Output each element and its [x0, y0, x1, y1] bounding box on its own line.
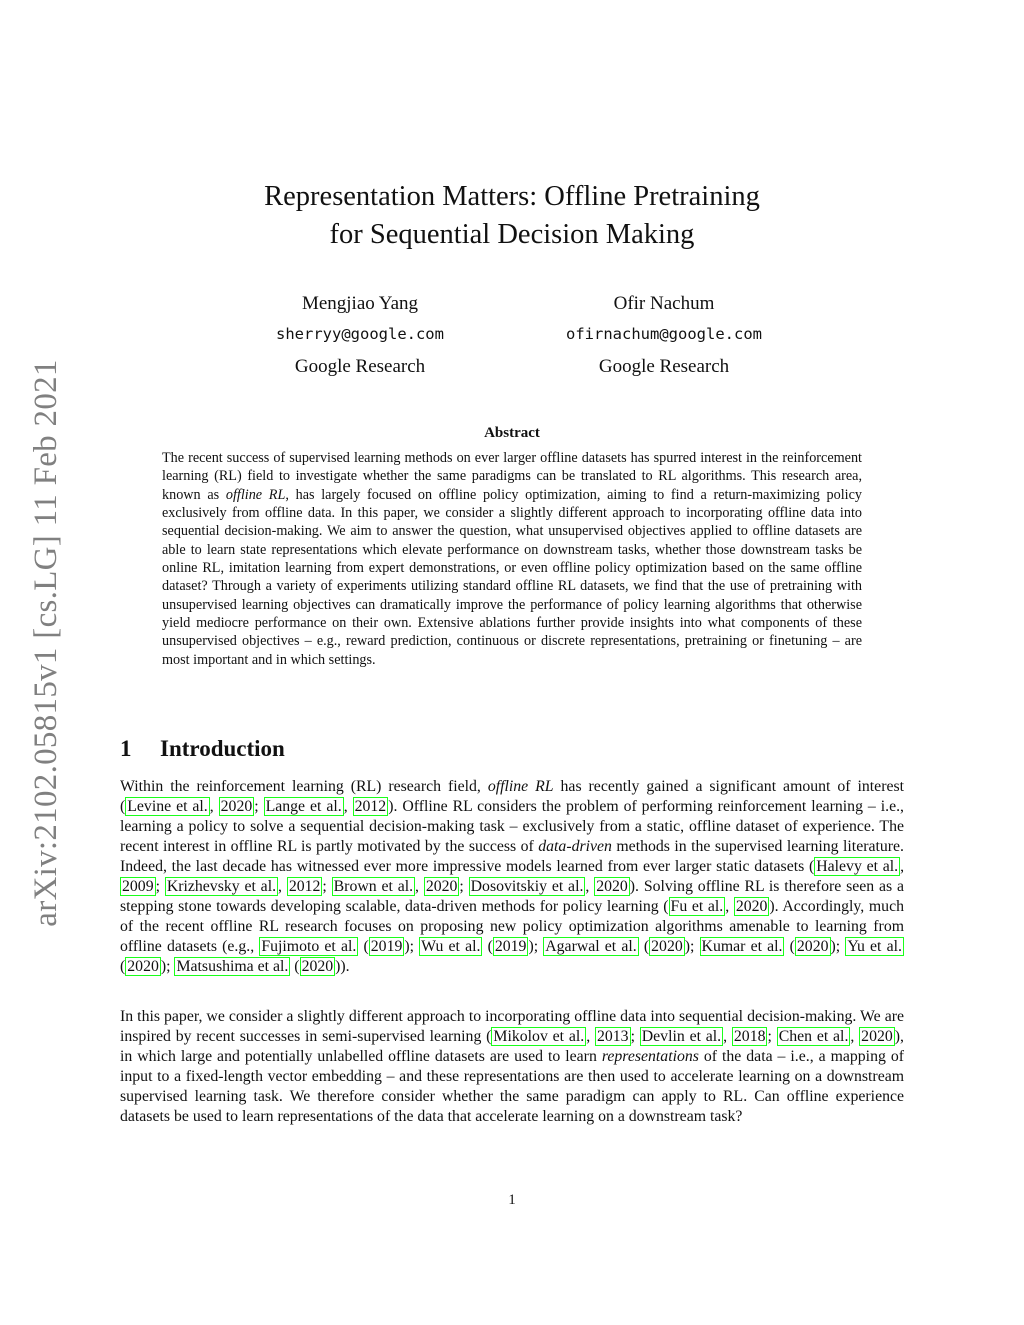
body-text: );	[684, 938, 700, 956]
body-text: Within the reinforcement learning (RL) research field,	[120, 778, 488, 795]
body-text: ). Offline RL considers the problem of performing reinforcement learning – i.e., learning a policy to solve a sequential decision-making task – exclusively from a static, offline dataset of experience. The recent interest in offline RL is partly motivated by the success of	[120, 798, 904, 856]
citation-link[interactable]: Fujimoto et al.	[261, 938, 357, 956]
body-text: of the data – i.e., a mapping of input to a fixed-length vector embedding – and these representations are then used to accelerate learning on a downstream supervised learning task. We therefore consider whether the same paradigm can apply to RL. Can offline experience datasets be used to learn representations of the data that accelerate learning on a downstream task?	[120, 1048, 904, 1126]
citation-link[interactable]: Agarwal et al.	[545, 938, 637, 956]
citation-link[interactable]: 2020	[220, 798, 253, 816]
citation-link[interactable]: Mikolov et al.	[493, 1028, 585, 1046]
citation-link[interactable]: Kumar et al.	[701, 938, 783, 956]
citation-link[interactable]: 2020	[127, 958, 159, 976]
body-text: (	[290, 958, 300, 976]
body-text: (	[482, 938, 493, 956]
intro-paragraph-2	[120, 1007, 904, 1127]
body-text: ), in which large and potentially unlabelled offline datasets are used to learn	[120, 1028, 904, 1066]
citation-link[interactable]: 2018	[733, 1028, 766, 1046]
citation-link[interactable]: Krizhevsky et al.	[166, 878, 277, 896]
citation-link[interactable]: Chen et al.	[778, 1028, 849, 1046]
body-text: (	[784, 938, 795, 956]
citation-link[interactable]: 2020	[735, 898, 768, 916]
body-text: );	[160, 958, 175, 976]
section-title: Introduction	[160, 736, 285, 761]
body-text: ). Accordingly, much of the recent offline RL research focuses on proposing new policy optimization algorithms amenable to learning from offline datasets (e.g.,	[120, 898, 904, 956]
body-text: ;	[630, 1028, 640, 1046]
emphasis: offline RL	[487, 778, 554, 795]
citation-link[interactable]: 2020	[596, 878, 628, 896]
body-text: );	[528, 938, 544, 956]
author-email[interactable]: sherryy@google.com	[276, 325, 444, 343]
body-text: has recently gained a significant amount of interest (	[120, 778, 905, 816]
author-affiliation: Google Research	[598, 356, 730, 377]
emphasis: data-driven	[538, 838, 612, 856]
citation-link[interactable]: 2012	[354, 798, 387, 816]
citation-link[interactable]: Fu et al.	[670, 898, 724, 916]
citation-link[interactable]: Brown et al.	[333, 878, 414, 896]
citation-link[interactable]: 2020	[301, 958, 334, 976]
body-text: ,	[725, 898, 734, 916]
abstract-text: , has largely focused on offline policy optimization, aiming to find a return-maximizing policy exclusively from offline data. In this paper, we consider a slightly different approach to incorporating offline data into sequential decision-making. We aim to answer the question, what unsupervised objectives applied to offline datasets are able to learn state representations which elevate performance on downstream tasks, whether those downstream tasks be online RL, imitation learning from expert demonstrations, or even offline policy optimization based on the same offline dataset? Through a variety of experiments utilizing standard offline RL datasets, we find that the use of pretraining with unsupervised learning objectives can dramatically improve the performance of policy learning algorithms that otherwise yield mediocre performance on their own. Extensive ablations further provide insights into what components of these unsupervised objectives – e.g., reward prediction, continuous or discrete representations, pretraining or finetuning – are most important and in which settings.	[162, 486, 863, 668]
citation-link[interactable]: Yu et al.	[847, 938, 902, 956]
body-text: ). Solving offline RL is therefore seen as a stepping stone towards developing scalable, data-driven methods for policy learning (	[120, 878, 904, 916]
title-line-2: for Sequential Decision Making	[329, 219, 695, 250]
abstract-body	[162, 449, 862, 669]
author-name: Ofir Nachum	[613, 293, 715, 314]
body-text: ;	[322, 878, 332, 896]
section-number: 1	[120, 736, 132, 761]
body-text: ,	[415, 878, 424, 896]
citation-link[interactable]: Dosovitskiy et al.	[470, 878, 584, 896]
abstract-text: The recent success of supervised learning methods on ever larger offline datasets has spurred interest in the reinforcement learning (RL) field to investigate whether the same paradigms can be translated to RL algorithms. This research area, known as	[162, 450, 862, 503]
citation-link[interactable]: Levine et al.	[127, 798, 208, 816]
title-line-1: Representation Matters: Offline Pretraining	[264, 181, 760, 212]
body-text: ,	[585, 878, 595, 896]
author-block-1	[210, 290, 510, 381]
body-text: ,	[343, 798, 353, 816]
page-number: 1	[508, 1192, 516, 1208]
body-text: methods in the supervised learning literature. Indeed, the last decade has witnessed ever more impressive models learned from ever larger static datasets (	[120, 838, 904, 876]
body-text: In this paper, we consider a slightly different approach to incorporating offline data into sequential decision-making. We are inspired by recent successes in semi-supervised learning (	[120, 1008, 904, 1046]
section-heading	[120, 734, 720, 764]
body-text: ;	[155, 878, 165, 896]
body-text: (	[638, 938, 650, 956]
body-text: );	[404, 938, 420, 956]
citation-link[interactable]: 2019	[494, 938, 527, 956]
citation-link[interactable]: Halevy et al.	[816, 858, 899, 876]
citation-link[interactable]: 2019	[370, 938, 403, 956]
body-text: ,	[586, 1028, 595, 1046]
citation-link[interactable]: 2013	[596, 1028, 629, 1046]
body-text: ;	[767, 1028, 777, 1046]
arxiv-identifier: arXiv:2102.05815v1 [cs.LG] 11 Feb 2021	[28, 359, 64, 927]
body-text: ,	[278, 878, 287, 896]
emphasis: representations	[601, 1048, 699, 1066]
citation-link[interactable]: Devlin et al.	[641, 1028, 722, 1046]
body-text: ;	[459, 878, 469, 896]
citation-link[interactable]: 2020	[861, 1028, 893, 1046]
citation-link[interactable]: Matsushima et al.	[176, 958, 289, 976]
intro-paragraph-1	[120, 777, 904, 977]
citation-link[interactable]: 2009	[122, 878, 154, 896]
citation-link[interactable]: 2020	[796, 938, 829, 956]
body-text: ,	[900, 858, 905, 876]
body-text: ,	[723, 1028, 732, 1046]
paper-title	[160, 178, 864, 254]
body-text: );	[830, 938, 846, 956]
abstract-heading: Abstract	[484, 425, 540, 441]
body-text: (	[120, 958, 126, 976]
author-name: Mengjiao Yang	[301, 293, 419, 314]
body-text: (	[358, 938, 369, 956]
body-text: )).	[335, 958, 350, 976]
author-email[interactable]: ofirnachum@google.com	[566, 325, 762, 343]
citation-link[interactable]: Wu et al.	[421, 938, 481, 956]
citation-link[interactable]: 2012	[288, 878, 321, 896]
body-text: ,	[209, 798, 219, 816]
citation-link[interactable]: Lange et al.	[265, 798, 342, 816]
author-block-2	[514, 290, 814, 381]
body-text: ,	[850, 1028, 860, 1046]
abstract-emphasis: offline RL	[225, 486, 286, 503]
citation-link[interactable]: 2020	[425, 878, 458, 896]
body-text: ;	[254, 798, 264, 816]
citation-link[interactable]: 2020	[651, 938, 683, 956]
author-affiliation: Google Research	[294, 356, 426, 377]
